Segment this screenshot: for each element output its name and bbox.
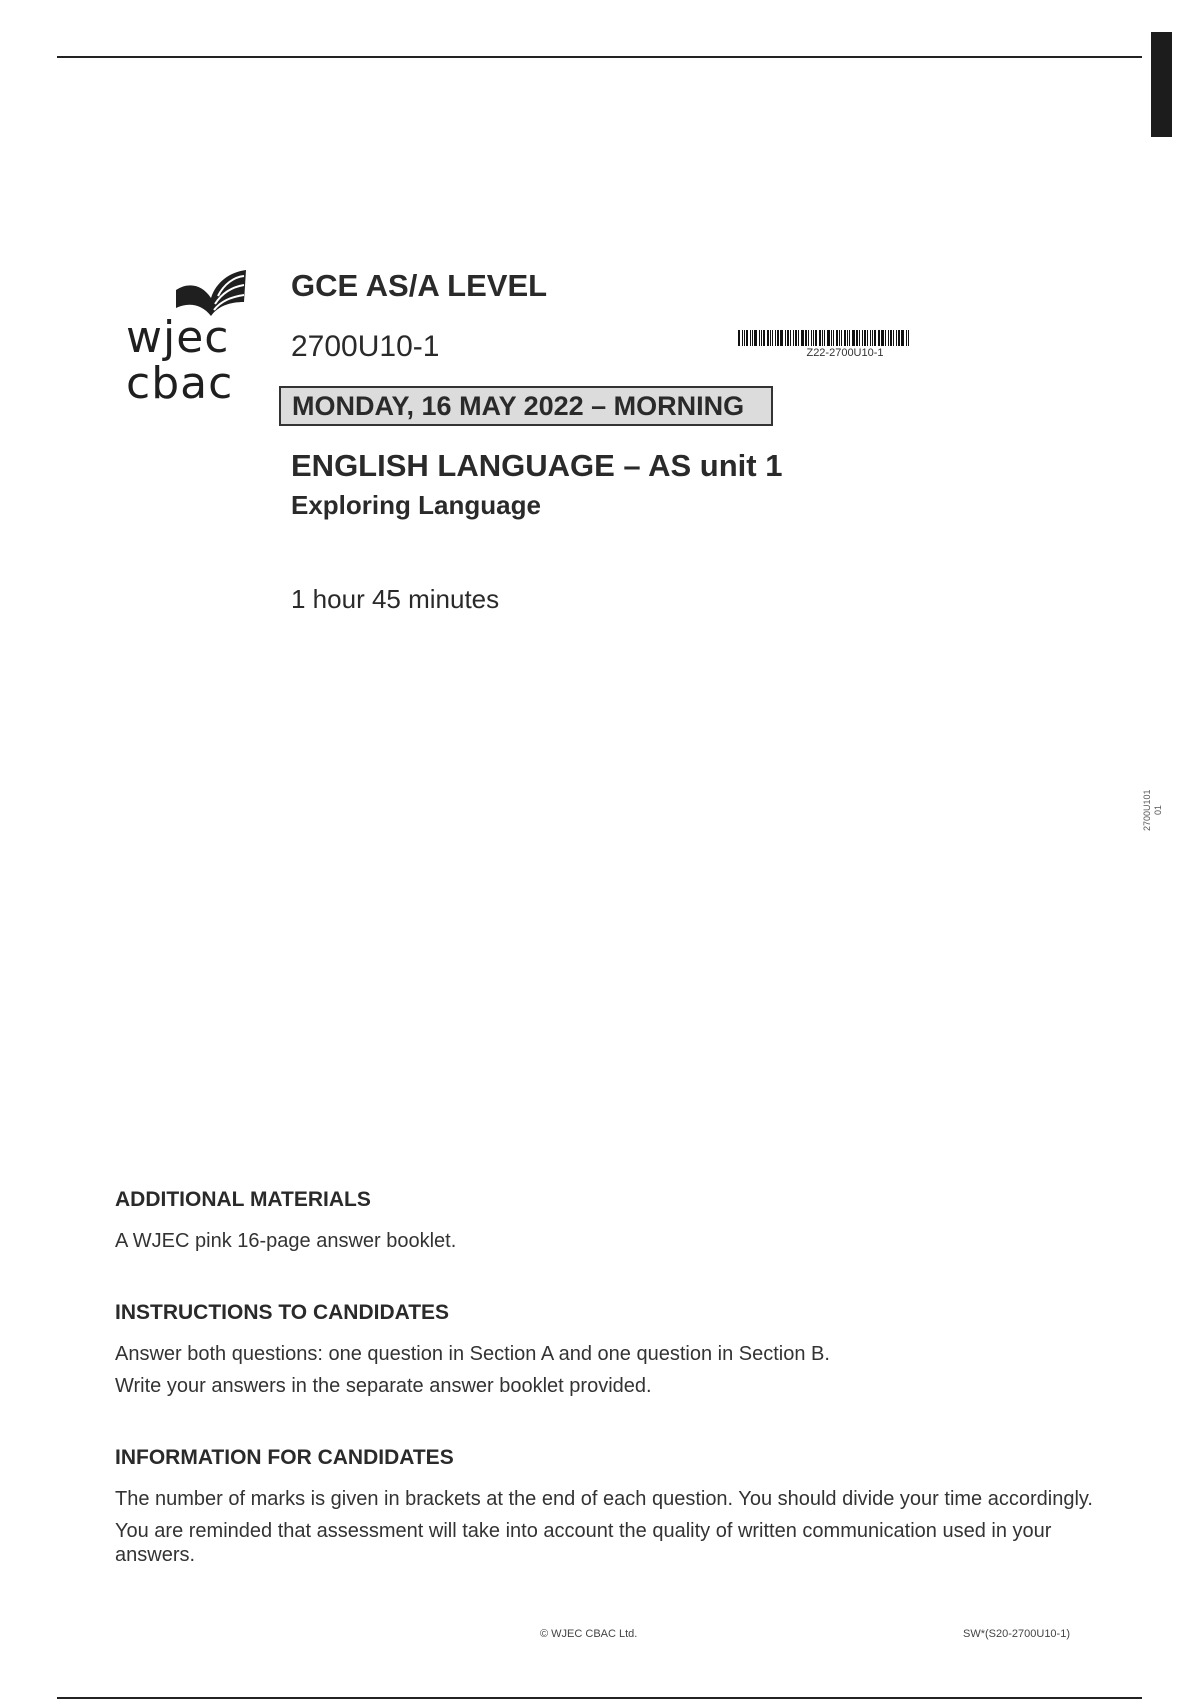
barcode-bar (780, 330, 783, 346)
barcode-bar (849, 330, 850, 346)
barcode-bar (896, 330, 897, 346)
barcode-bar (750, 330, 751, 346)
barcode-bar (815, 330, 817, 346)
barcode-bar (822, 330, 823, 346)
barcode-bar (813, 330, 814, 346)
bottom-rule (57, 1697, 1142, 1699)
side-code-line2: 01 (1153, 805, 1163, 816)
document-reference: SW*(S20-2700U10-1) (963, 1628, 1070, 1640)
side-code-line1: 2700U101 (1142, 789, 1152, 831)
barcode-bar (885, 330, 886, 346)
barcode-bar (767, 330, 769, 346)
information-line-2: You are reminded that assessment will take into account the quality of written communication used in your answers. (115, 1520, 1052, 1566)
barcode-bar (833, 330, 834, 346)
barcode-bar (874, 330, 876, 346)
wjec-logo (120, 268, 250, 408)
barcode-bar (847, 330, 848, 346)
barcode-bar (759, 330, 760, 346)
exam-date: MONDAY, 16 MAY 2022 – MORNING (292, 390, 745, 421)
barcode-bar (831, 330, 832, 346)
barcode-bar (881, 330, 884, 346)
information-heading: INFORMATION FOR CANDIDATES (115, 1446, 454, 1469)
barcode-bar (862, 330, 863, 346)
open-book-icon (174, 268, 248, 318)
additional-materials-heading: ADDITIONAL MATERIALS (115, 1188, 371, 1211)
barcode-bar (793, 330, 794, 346)
barcode-bar (790, 330, 791, 346)
barcode-bar (839, 330, 840, 346)
barcode-bar (824, 330, 825, 346)
exam-duration: 1 hour 45 minutes (291, 584, 500, 614)
qualification-title: GCE AS/A LEVEL (291, 268, 548, 303)
barcode-bar (852, 330, 855, 346)
barcode-bar (777, 330, 779, 346)
barcode-bar (798, 330, 799, 346)
logo-text-cbac: cbac (126, 358, 234, 409)
barcode-bar (872, 330, 873, 346)
subject-title: ENGLISH LANGUAGE – AS unit 1 (291, 448, 783, 483)
barcode-bar (763, 330, 765, 346)
barcode-bar (888, 330, 889, 346)
barcode-bar (746, 330, 748, 346)
barcode-bar (801, 330, 804, 346)
copyright-notice: © WJEC CBAC Ltd. (540, 1628, 638, 1640)
barcode-bar (742, 330, 743, 346)
barcode-bar (811, 330, 812, 346)
barcode-text: Z22-2700U10-1 (806, 347, 884, 359)
barcode-bar (827, 330, 830, 346)
barcode-bar (898, 330, 900, 346)
barcode-bar (744, 330, 745, 346)
barcode-bar (770, 330, 771, 346)
top-rule (57, 56, 1142, 58)
information-line-1: The number of marks is given in brackets at the end of each question. You should divide your time accordingly. (115, 1488, 1093, 1510)
additional-materials-text: A WJEC pink 16-page answer booklet. (115, 1230, 457, 1252)
barcode-bar (870, 330, 871, 346)
side-paper-code (1142, 780, 1176, 840)
information-section (115, 1446, 1095, 1567)
barcode-bar (775, 330, 776, 346)
barcode-bar (844, 330, 846, 346)
logo-text-wjec: wjec (126, 312, 230, 363)
instructions-heading: INSTRUCTIONS TO CANDIDATES (115, 1301, 450, 1324)
barcode-bar (890, 330, 892, 346)
barcode-bar (864, 330, 866, 346)
barcode-bar (836, 330, 838, 346)
barcode-bar (893, 330, 894, 346)
barcode (738, 330, 952, 346)
exam-date-box (279, 386, 773, 426)
barcode-bar (761, 330, 762, 346)
barcode-bar (901, 330, 904, 346)
barcode-bar (867, 330, 868, 346)
barcode-bar (795, 330, 797, 346)
barcode-bar (785, 330, 786, 346)
barcode-bar (908, 330, 909, 346)
barcode-bar (805, 330, 807, 346)
barcode-bar (906, 330, 907, 346)
barcode-bar (878, 330, 880, 346)
barcode-bar (856, 330, 858, 346)
instructions-line-2: Write your answers in the separate answer booklet provided. (115, 1375, 652, 1397)
additional-materials-section (115, 1188, 1095, 1253)
paper-code: 2700U10-1 (291, 330, 440, 363)
barcode-bar (819, 330, 821, 346)
unit-title: Exploring Language (291, 490, 541, 520)
instructions-section (115, 1301, 1095, 1398)
barcode-bar (787, 330, 789, 346)
barcode-bar (752, 330, 753, 346)
barcode-bar (859, 330, 860, 346)
barcode-bar (772, 330, 773, 346)
barcode-bar (754, 330, 757, 346)
instructions-line-1: Answer both questions: one question in Section A and one question in Section B. (115, 1343, 830, 1365)
barcode-bar (738, 330, 740, 346)
barcode-bar (808, 330, 809, 346)
corner-registration-mark (1151, 32, 1172, 137)
barcode-bar (841, 330, 842, 346)
